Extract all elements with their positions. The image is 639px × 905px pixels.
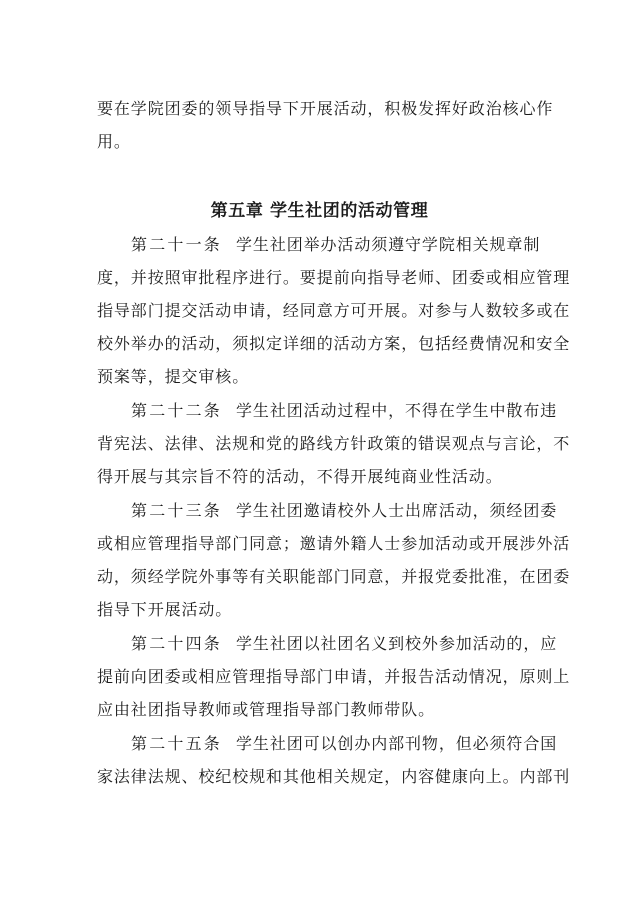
article-text: 学生社团活动过程中，不得在学生中散布违 bbox=[236, 401, 558, 420]
article-first-line bbox=[97, 394, 558, 427]
article-number: 第二十三条 bbox=[131, 501, 223, 520]
text-line: 或相应管理指导部门同意；邀请外籍人士参加活动或开展涉外活 bbox=[97, 534, 571, 553]
article-first-line bbox=[97, 494, 558, 527]
text-line: 得开展与其宗旨不符的活动，不得开展纯商业性活动。 bbox=[97, 467, 503, 486]
article-number: 第二十四条 bbox=[131, 634, 223, 653]
article-number: 第二十一条 bbox=[131, 235, 223, 254]
article-first-line bbox=[97, 228, 541, 261]
article-24 bbox=[97, 627, 571, 726]
continuation-paragraph bbox=[97, 92, 554, 158]
article-25 bbox=[97, 727, 571, 793]
article-text: 学生社团可以创办内部刊物，但必须符合国 bbox=[236, 734, 558, 753]
text-line: 预案等，提交审核。 bbox=[97, 367, 250, 386]
article-21 bbox=[97, 228, 571, 393]
text-line: 提前向团委或相应管理指导部门申请，并报告活动情况，原则上 bbox=[97, 667, 571, 686]
text-line: 背宪法、法律、法规和党的路线方针政策的错误观点与言论，不 bbox=[97, 434, 571, 453]
text-line: 应由社团指导教师或管理指导部门教师带队。 bbox=[97, 700, 436, 719]
text-line: 家法律法规、校纪校规和其他相关规定，内容健康向上。内部刊 bbox=[97, 767, 571, 786]
text-line: 校外举办的活动，须拟定详细的活动方案，包括经费情况和安全 bbox=[97, 334, 571, 353]
article-23 bbox=[97, 494, 571, 626]
text-line: 要在学院团委的领导指导下开展活动，积极发挥好政治核心作 bbox=[97, 99, 554, 118]
article-first-line bbox=[97, 627, 558, 660]
article-text: 学生社团举办活动须遵守学院相关规章制 bbox=[236, 235, 541, 254]
text-line: 指导部门提交活动申请，经同意方可开展。对参与人数较多或在 bbox=[97, 301, 571, 320]
text-line: 动，须经学院外事等有关职能部门同意，并报党委批准，在团委 bbox=[97, 567, 571, 586]
article-number: 第二十二条 bbox=[131, 401, 223, 420]
text-line: 指导下开展活动。 bbox=[97, 600, 233, 619]
chapter-title: 第五章 学生社团的活动管理 bbox=[210, 201, 429, 221]
article-text: 学生社团以社团名义到校外参加活动的，应 bbox=[236, 634, 558, 653]
article-text: 学生社团邀请校外人士出席活动，须经团委 bbox=[236, 501, 558, 520]
article-first-line bbox=[97, 727, 558, 760]
article-22 bbox=[97, 394, 571, 493]
text-line: 度，并按照审批程序进行。要提前向指导老师、团委或相应管理 bbox=[97, 268, 571, 287]
text-line: 用。 bbox=[97, 132, 131, 151]
article-number: 第二十五条 bbox=[131, 734, 223, 753]
